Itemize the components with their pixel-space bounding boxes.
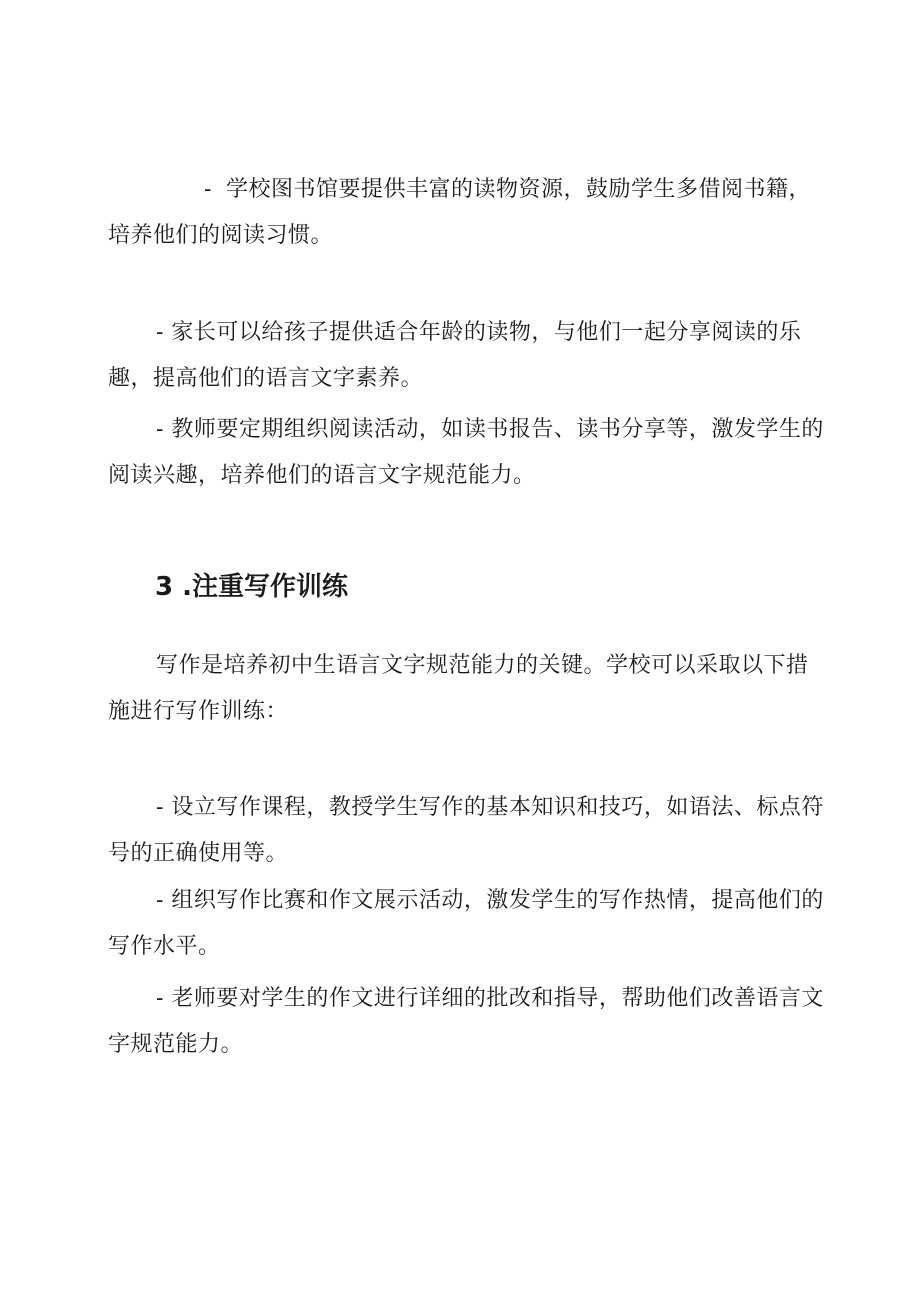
reading-item-library — [108, 167, 824, 259]
section-heading: 3 .注重写作训练 — [155, 572, 349, 602]
reading-item-parents: - 家长可以给孩子提供适合年龄的读物，与他们一起分享阅读的乐趣，提高他们的语言文字素养。 — [108, 320, 802, 391]
writing-item-feedback: - 老师要对学生的作文进行详细的批改和指导，帮助他们改善语言文字规范能力。 — [108, 986, 824, 1057]
list-dash: - — [204, 177, 212, 202]
writing-item-contest: - 组织写作比赛和作文展示活动，激发学生的写作热情，提高他们的写作水平。 — [108, 888, 824, 959]
paragraph-text: 学校图书馆要提供丰富的读物资源，鼓励学生多借阅书籍，培养他们的阅读习惯。 — [108, 177, 812, 248]
section-intro: 写作是培养初中生语言文字规范能力的关键。学校可以采取以下措施进行写作训练： — [108, 653, 809, 724]
writing-item-course: - 设立写作课程，教授学生写作的基本知识和技巧，如语法、标点符号的正确使用等。 — [108, 795, 824, 866]
reading-item-teachers: - 教师要定期组织阅读活动，如读书报告、读书分享等，激发学生的阅读兴趣，培养他们的语言文字规范能力。 — [108, 417, 824, 488]
